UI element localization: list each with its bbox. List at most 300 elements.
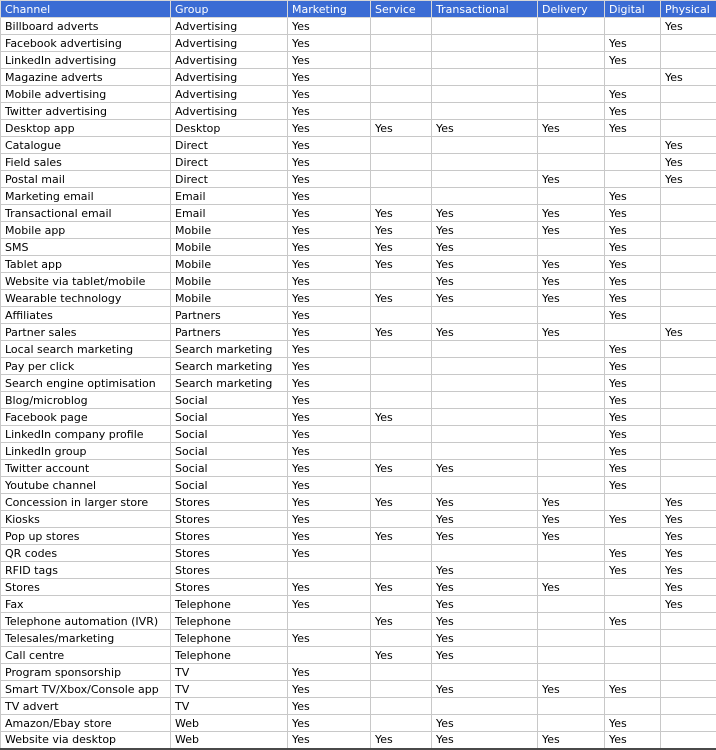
column-header-physical[interactable]: Physical [661, 1, 716, 18]
flag-cell-physical[interactable]: Yes [661, 528, 716, 545]
column-header-channel[interactable]: Channel [1, 1, 171, 18]
flag-cell-digital[interactable]: Yes [605, 613, 661, 630]
flag-cell-digital[interactable]: Yes [605, 273, 661, 290]
channel-cell[interactable]: Pop up stores [1, 528, 171, 545]
flag-cell-delivery[interactable]: Yes [538, 171, 605, 188]
flag-cell-service[interactable]: Yes [371, 613, 432, 630]
flag-cell-marketing[interactable]: Yes [288, 460, 371, 477]
flag-cell-transactional[interactable]: Yes [432, 460, 538, 477]
flag-cell-physical[interactable]: Yes [661, 545, 716, 562]
flag-cell-digital[interactable]: Yes [605, 477, 661, 494]
flag-cell-physical[interactable]: Yes [661, 69, 716, 86]
flag-cell-digital[interactable]: Yes [605, 222, 661, 239]
flag-cell-transactional[interactable] [432, 86, 538, 103]
flag-cell-physical[interactable] [661, 647, 716, 664]
group-cell[interactable]: Advertising [171, 103, 288, 120]
flag-cell-digital[interactable] [605, 630, 661, 647]
channel-cell[interactable]: Blog/microblog [1, 392, 171, 409]
channel-cell[interactable]: Mobile app [1, 222, 171, 239]
flag-cell-physical[interactable] [661, 358, 716, 375]
flag-cell-service[interactable]: Yes [371, 222, 432, 239]
channel-cell[interactable]: Fax [1, 596, 171, 613]
flag-cell-physical[interactable] [661, 681, 716, 698]
flag-cell-transactional[interactable]: Yes [432, 613, 538, 630]
flag-cell-physical[interactable]: Yes [661, 562, 716, 579]
flag-cell-digital[interactable]: Yes [605, 545, 661, 562]
group-cell[interactable]: Partners [171, 324, 288, 341]
flag-cell-digital[interactable] [605, 579, 661, 596]
flag-cell-service[interactable]: Yes [371, 579, 432, 596]
flag-cell-service[interactable] [371, 511, 432, 528]
flag-cell-marketing[interactable]: Yes [288, 409, 371, 426]
flag-cell-marketing[interactable]: Yes [288, 477, 371, 494]
flag-cell-delivery[interactable]: Yes [538, 681, 605, 698]
flag-cell-transactional[interactable]: Yes [432, 511, 538, 528]
flag-cell-digital[interactable]: Yes [605, 562, 661, 579]
flag-cell-marketing[interactable]: Yes [288, 307, 371, 324]
flag-cell-physical[interactable]: Yes [661, 511, 716, 528]
flag-cell-digital[interactable]: Yes [605, 715, 661, 732]
flag-cell-physical[interactable] [661, 307, 716, 324]
flag-cell-delivery[interactable] [538, 409, 605, 426]
flag-cell-marketing[interactable]: Yes [288, 171, 371, 188]
channel-cell[interactable]: Postal mail [1, 171, 171, 188]
column-header-transactional[interactable]: Transactional [432, 1, 538, 18]
group-cell[interactable]: Social [171, 392, 288, 409]
flag-cell-delivery[interactable] [538, 596, 605, 613]
flag-cell-delivery[interactable] [538, 341, 605, 358]
flag-cell-delivery[interactable]: Yes [538, 494, 605, 511]
flag-cell-digital[interactable]: Yes [605, 732, 661, 749]
flag-cell-service[interactable]: Yes [371, 256, 432, 273]
channel-cell[interactable]: Twitter account [1, 460, 171, 477]
flag-cell-delivery[interactable] [538, 664, 605, 681]
flag-cell-service[interactable]: Yes [371, 120, 432, 137]
group-cell[interactable]: Advertising [171, 69, 288, 86]
flag-cell-service[interactable]: Yes [371, 205, 432, 222]
flag-cell-delivery[interactable]: Yes [538, 205, 605, 222]
flag-cell-marketing[interactable]: Yes [288, 52, 371, 69]
flag-cell-delivery[interactable] [538, 715, 605, 732]
flag-cell-marketing[interactable]: Yes [288, 154, 371, 171]
channel-cell[interactable]: Telesales/marketing [1, 630, 171, 647]
flag-cell-physical[interactable]: Yes [661, 137, 716, 154]
flag-cell-digital[interactable] [605, 528, 661, 545]
flag-cell-delivery[interactable] [538, 647, 605, 664]
flag-cell-marketing[interactable]: Yes [288, 341, 371, 358]
flag-cell-physical[interactable] [661, 630, 716, 647]
channel-cell[interactable]: Field sales [1, 154, 171, 171]
flag-cell-physical[interactable] [661, 120, 716, 137]
flag-cell-delivery[interactable]: Yes [538, 222, 605, 239]
flag-cell-delivery[interactable] [538, 562, 605, 579]
group-cell[interactable]: Stores [171, 528, 288, 545]
flag-cell-delivery[interactable] [538, 392, 605, 409]
channel-cell[interactable]: Twitter advertising [1, 103, 171, 120]
flag-cell-physical[interactable] [661, 86, 716, 103]
channel-cell[interactable]: Wearable technology [1, 290, 171, 307]
flag-cell-digital[interactable] [605, 596, 661, 613]
group-cell[interactable]: Stores [171, 511, 288, 528]
channel-cell[interactable]: Magazine adverts [1, 69, 171, 86]
flag-cell-service[interactable] [371, 137, 432, 154]
flag-cell-delivery[interactable]: Yes [538, 256, 605, 273]
flag-cell-transactional[interactable]: Yes [432, 528, 538, 545]
group-cell[interactable]: Mobile [171, 256, 288, 273]
flag-cell-service[interactable] [371, 630, 432, 647]
flag-cell-transactional[interactable] [432, 154, 538, 171]
flag-cell-marketing[interactable]: Yes [288, 630, 371, 647]
flag-cell-delivery[interactable] [538, 477, 605, 494]
flag-cell-digital[interactable]: Yes [605, 358, 661, 375]
group-cell[interactable]: Search marketing [171, 375, 288, 392]
flag-cell-delivery[interactable]: Yes [538, 511, 605, 528]
channel-cell[interactable]: Mobile advertising [1, 86, 171, 103]
flag-cell-digital[interactable]: Yes [605, 52, 661, 69]
flag-cell-service[interactable]: Yes [371, 290, 432, 307]
flag-cell-physical[interactable]: Yes [661, 494, 716, 511]
flag-cell-transactional[interactable] [432, 52, 538, 69]
flag-cell-transactional[interactable] [432, 171, 538, 188]
flag-cell-marketing[interactable]: Yes [288, 256, 371, 273]
group-cell[interactable]: Mobile [171, 290, 288, 307]
group-cell[interactable]: Email [171, 188, 288, 205]
channel-cell[interactable]: Facebook page [1, 409, 171, 426]
channel-cell[interactable]: TV advert [1, 698, 171, 715]
flag-cell-transactional[interactable]: Yes [432, 324, 538, 341]
flag-cell-digital[interactable] [605, 494, 661, 511]
flag-cell-transactional[interactable]: Yes [432, 273, 538, 290]
group-cell[interactable]: Mobile [171, 239, 288, 256]
flag-cell-delivery[interactable] [538, 307, 605, 324]
column-header-digital[interactable]: Digital [605, 1, 661, 18]
flag-cell-transactional[interactable] [432, 375, 538, 392]
group-cell[interactable]: Stores [171, 545, 288, 562]
channel-cell[interactable]: RFID tags [1, 562, 171, 579]
flag-cell-service[interactable]: Yes [371, 324, 432, 341]
flag-cell-marketing[interactable]: Yes [288, 188, 371, 205]
flag-cell-digital[interactable] [605, 171, 661, 188]
flag-cell-physical[interactable] [661, 341, 716, 358]
flag-cell-marketing[interactable]: Yes [288, 103, 371, 120]
flag-cell-physical[interactable] [661, 290, 716, 307]
channel-cell[interactable]: Local search marketing [1, 341, 171, 358]
flag-cell-digital[interactable]: Yes [605, 681, 661, 698]
flag-cell-transactional[interactable] [432, 137, 538, 154]
flag-cell-transactional[interactable] [432, 69, 538, 86]
flag-cell-marketing[interactable]: Yes [288, 358, 371, 375]
flag-cell-delivery[interactable] [538, 18, 605, 35]
channel-cell[interactable]: Stores [1, 579, 171, 596]
channel-cell[interactable]: Website via desktop [1, 732, 171, 749]
flag-cell-digital[interactable]: Yes [605, 205, 661, 222]
channel-cell[interactable]: Catalogue [1, 137, 171, 154]
flag-cell-marketing[interactable]: Yes [288, 426, 371, 443]
flag-cell-digital[interactable]: Yes [605, 307, 661, 324]
channel-cell[interactable]: Billboard adverts [1, 18, 171, 35]
group-cell[interactable]: Telephone [171, 630, 288, 647]
flag-cell-transactional[interactable]: Yes [432, 290, 538, 307]
flag-cell-marketing[interactable] [288, 647, 371, 664]
flag-cell-delivery[interactable]: Yes [538, 273, 605, 290]
column-header-marketing[interactable]: Marketing [288, 1, 371, 18]
flag-cell-digital[interactable]: Yes [605, 460, 661, 477]
flag-cell-physical[interactable]: Yes [661, 324, 716, 341]
flag-cell-physical[interactable] [661, 239, 716, 256]
flag-cell-transactional[interactable]: Yes [432, 120, 538, 137]
flag-cell-marketing[interactable]: Yes [288, 698, 371, 715]
group-cell[interactable]: Advertising [171, 35, 288, 52]
flag-cell-transactional[interactable]: Yes [432, 715, 538, 732]
flag-cell-digital[interactable]: Yes [605, 290, 661, 307]
flag-cell-physical[interactable] [661, 222, 716, 239]
flag-cell-digital[interactable]: Yes [605, 443, 661, 460]
flag-cell-digital[interactable] [605, 18, 661, 35]
group-cell[interactable]: Partners [171, 307, 288, 324]
flag-cell-digital[interactable]: Yes [605, 86, 661, 103]
channel-cell[interactable]: SMS [1, 239, 171, 256]
flag-cell-digital[interactable] [605, 698, 661, 715]
flag-cell-transactional[interactable] [432, 103, 538, 120]
group-cell[interactable]: Social [171, 477, 288, 494]
group-cell[interactable]: Search marketing [171, 358, 288, 375]
flag-cell-digital[interactable]: Yes [605, 392, 661, 409]
group-cell[interactable]: Direct [171, 154, 288, 171]
channel-cell[interactable]: Search engine optimisation [1, 375, 171, 392]
flag-cell-marketing[interactable]: Yes [288, 69, 371, 86]
flag-cell-physical[interactable]: Yes [661, 596, 716, 613]
flag-cell-delivery[interactable] [538, 86, 605, 103]
flag-cell-marketing[interactable]: Yes [288, 579, 371, 596]
flag-cell-marketing[interactable]: Yes [288, 273, 371, 290]
flag-cell-service[interactable] [371, 69, 432, 86]
flag-cell-physical[interactable] [661, 205, 716, 222]
flag-cell-marketing[interactable]: Yes [288, 205, 371, 222]
flag-cell-marketing[interactable] [288, 562, 371, 579]
flag-cell-transactional[interactable]: Yes [432, 562, 538, 579]
channel-cell[interactable]: Facebook advertising [1, 35, 171, 52]
flag-cell-service[interactable]: Yes [371, 528, 432, 545]
flag-cell-service[interactable] [371, 307, 432, 324]
flag-cell-digital[interactable]: Yes [605, 120, 661, 137]
flag-cell-transactional[interactable] [432, 443, 538, 460]
flag-cell-delivery[interactable] [538, 188, 605, 205]
group-cell[interactable]: Direct [171, 137, 288, 154]
flag-cell-physical[interactable] [661, 52, 716, 69]
flag-cell-delivery[interactable] [538, 35, 605, 52]
flag-cell-transactional[interactable] [432, 664, 538, 681]
flag-cell-service[interactable] [371, 86, 432, 103]
flag-cell-service[interactable] [371, 681, 432, 698]
flag-cell-digital[interactable]: Yes [605, 511, 661, 528]
flag-cell-transactional[interactable] [432, 307, 538, 324]
flag-cell-transactional[interactable] [432, 341, 538, 358]
flag-cell-service[interactable] [371, 154, 432, 171]
flag-cell-physical[interactable] [661, 392, 716, 409]
flag-cell-delivery[interactable] [538, 52, 605, 69]
column-header-group[interactable]: Group [171, 1, 288, 18]
flag-cell-delivery[interactable] [538, 443, 605, 460]
flag-cell-digital[interactable] [605, 154, 661, 171]
flag-cell-physical[interactable] [661, 460, 716, 477]
channel-cell[interactable]: Telephone automation (IVR) [1, 613, 171, 630]
flag-cell-physical[interactable] [661, 477, 716, 494]
flag-cell-physical[interactable] [661, 732, 716, 749]
flag-cell-transactional[interactable]: Yes [432, 681, 538, 698]
flag-cell-digital[interactable] [605, 664, 661, 681]
flag-cell-service[interactable] [371, 443, 432, 460]
flag-cell-digital[interactable]: Yes [605, 409, 661, 426]
flag-cell-service[interactable] [371, 426, 432, 443]
flag-cell-marketing[interactable]: Yes [288, 222, 371, 239]
flag-cell-service[interactable] [371, 477, 432, 494]
flag-cell-delivery[interactable] [538, 103, 605, 120]
group-cell[interactable]: TV [171, 681, 288, 698]
flag-cell-digital[interactable]: Yes [605, 239, 661, 256]
flag-cell-marketing[interactable]: Yes [288, 545, 371, 562]
flag-cell-delivery[interactable]: Yes [538, 528, 605, 545]
group-cell[interactable]: TV [171, 664, 288, 681]
flag-cell-marketing[interactable]: Yes [288, 715, 371, 732]
flag-cell-transactional[interactable]: Yes [432, 239, 538, 256]
flag-cell-service[interactable] [371, 596, 432, 613]
flag-cell-service[interactable] [371, 392, 432, 409]
channel-cell[interactable]: Concession in larger store [1, 494, 171, 511]
flag-cell-physical[interactable]: Yes [661, 154, 716, 171]
flag-cell-marketing[interactable]: Yes [288, 375, 371, 392]
flag-cell-marketing[interactable]: Yes [288, 392, 371, 409]
flag-cell-marketing[interactable]: Yes [288, 494, 371, 511]
flag-cell-delivery[interactable]: Yes [538, 290, 605, 307]
flag-cell-service[interactable] [371, 341, 432, 358]
flag-cell-physical[interactable] [661, 273, 716, 290]
column-header-delivery[interactable]: Delivery [538, 1, 605, 18]
flag-cell-marketing[interactable]: Yes [288, 528, 371, 545]
group-cell[interactable]: Social [171, 409, 288, 426]
flag-cell-transactional[interactable] [432, 18, 538, 35]
flag-cell-physical[interactable] [661, 103, 716, 120]
flag-cell-marketing[interactable]: Yes [288, 239, 371, 256]
flag-cell-delivery[interactable]: Yes [538, 120, 605, 137]
group-cell[interactable]: Advertising [171, 86, 288, 103]
flag-cell-transactional[interactable]: Yes [432, 205, 538, 222]
flag-cell-marketing[interactable]: Yes [288, 18, 371, 35]
flag-cell-delivery[interactable] [538, 137, 605, 154]
flag-cell-service[interactable]: Yes [371, 647, 432, 664]
group-cell[interactable]: Desktop [171, 120, 288, 137]
flag-cell-service[interactable] [371, 358, 432, 375]
flag-cell-marketing[interactable]: Yes [288, 664, 371, 681]
flag-cell-transactional[interactable] [432, 392, 538, 409]
channel-cell[interactable]: Tablet app [1, 256, 171, 273]
flag-cell-transactional[interactable] [432, 545, 538, 562]
group-cell[interactable]: TV [171, 698, 288, 715]
flag-cell-delivery[interactable] [538, 358, 605, 375]
flag-cell-digital[interactable] [605, 324, 661, 341]
channel-cell[interactable]: Amazon/Ebay store [1, 715, 171, 732]
flag-cell-marketing[interactable]: Yes [288, 137, 371, 154]
flag-cell-transactional[interactable] [432, 188, 538, 205]
flag-cell-transactional[interactable] [432, 358, 538, 375]
flag-cell-physical[interactable]: Yes [661, 171, 716, 188]
flag-cell-delivery[interactable] [538, 154, 605, 171]
flag-cell-physical[interactable] [661, 613, 716, 630]
group-cell[interactable]: Email [171, 205, 288, 222]
flag-cell-transactional[interactable]: Yes [432, 630, 538, 647]
flag-cell-marketing[interactable]: Yes [288, 324, 371, 341]
flag-cell-service[interactable] [371, 698, 432, 715]
group-cell[interactable]: Social [171, 426, 288, 443]
channel-cell[interactable]: Call centre [1, 647, 171, 664]
flag-cell-delivery[interactable] [538, 545, 605, 562]
group-cell[interactable]: Telephone [171, 613, 288, 630]
flag-cell-physical[interactable] [661, 188, 716, 205]
flag-cell-delivery[interactable] [538, 460, 605, 477]
flag-cell-physical[interactable] [661, 698, 716, 715]
group-cell[interactable]: Telephone [171, 647, 288, 664]
flag-cell-digital[interactable]: Yes [605, 188, 661, 205]
flag-cell-transactional[interactable]: Yes [432, 596, 538, 613]
flag-cell-service[interactable] [371, 52, 432, 69]
flag-cell-digital[interactable] [605, 69, 661, 86]
flag-cell-service[interactable] [371, 562, 432, 579]
flag-cell-digital[interactable]: Yes [605, 341, 661, 358]
channel-cell[interactable]: Marketing email [1, 188, 171, 205]
flag-cell-delivery[interactable] [538, 630, 605, 647]
flag-cell-delivery[interactable] [538, 613, 605, 630]
flag-cell-marketing[interactable]: Yes [288, 290, 371, 307]
flag-cell-transactional[interactable] [432, 409, 538, 426]
channel-cell[interactable]: Desktop app [1, 120, 171, 137]
flag-cell-transactional[interactable] [432, 35, 538, 52]
flag-cell-marketing[interactable]: Yes [288, 681, 371, 698]
flag-cell-transactional[interactable]: Yes [432, 494, 538, 511]
flag-cell-marketing[interactable]: Yes [288, 35, 371, 52]
flag-cell-digital[interactable]: Yes [605, 426, 661, 443]
flag-cell-service[interactable] [371, 188, 432, 205]
group-cell[interactable]: Stores [171, 494, 288, 511]
flag-cell-service[interactable] [371, 171, 432, 188]
flag-cell-delivery[interactable] [538, 698, 605, 715]
flag-cell-physical[interactable] [661, 409, 716, 426]
flag-cell-marketing[interactable]: Yes [288, 596, 371, 613]
flag-cell-service[interactable] [371, 375, 432, 392]
flag-cell-marketing[interactable]: Yes [288, 511, 371, 528]
flag-cell-physical[interactable] [661, 715, 716, 732]
channel-cell[interactable]: Transactional email [1, 205, 171, 222]
group-cell[interactable]: Search marketing [171, 341, 288, 358]
flag-cell-transactional[interactable]: Yes [432, 647, 538, 664]
flag-cell-marketing[interactable]: Yes [288, 732, 371, 749]
flag-cell-service[interactable] [371, 18, 432, 35]
channel-cell[interactable]: Program sponsorship [1, 664, 171, 681]
group-cell[interactable]: Stores [171, 562, 288, 579]
flag-cell-physical[interactable]: Yes [661, 18, 716, 35]
flag-cell-physical[interactable] [661, 375, 716, 392]
group-cell[interactable]: Web [171, 715, 288, 732]
column-header-service[interactable]: Service [371, 1, 432, 18]
channel-cell[interactable]: Kiosks [1, 511, 171, 528]
flag-cell-service[interactable] [371, 545, 432, 562]
group-cell[interactable]: Social [171, 460, 288, 477]
flag-cell-marketing[interactable]: Yes [288, 86, 371, 103]
flag-cell-service[interactable] [371, 103, 432, 120]
flag-cell-physical[interactable] [661, 35, 716, 52]
flag-cell-service[interactable]: Yes [371, 460, 432, 477]
flag-cell-transactional[interactable]: Yes [432, 732, 538, 749]
flag-cell-service[interactable] [371, 664, 432, 681]
channel-cell[interactable]: Smart TV/Xbox/Console app [1, 681, 171, 698]
